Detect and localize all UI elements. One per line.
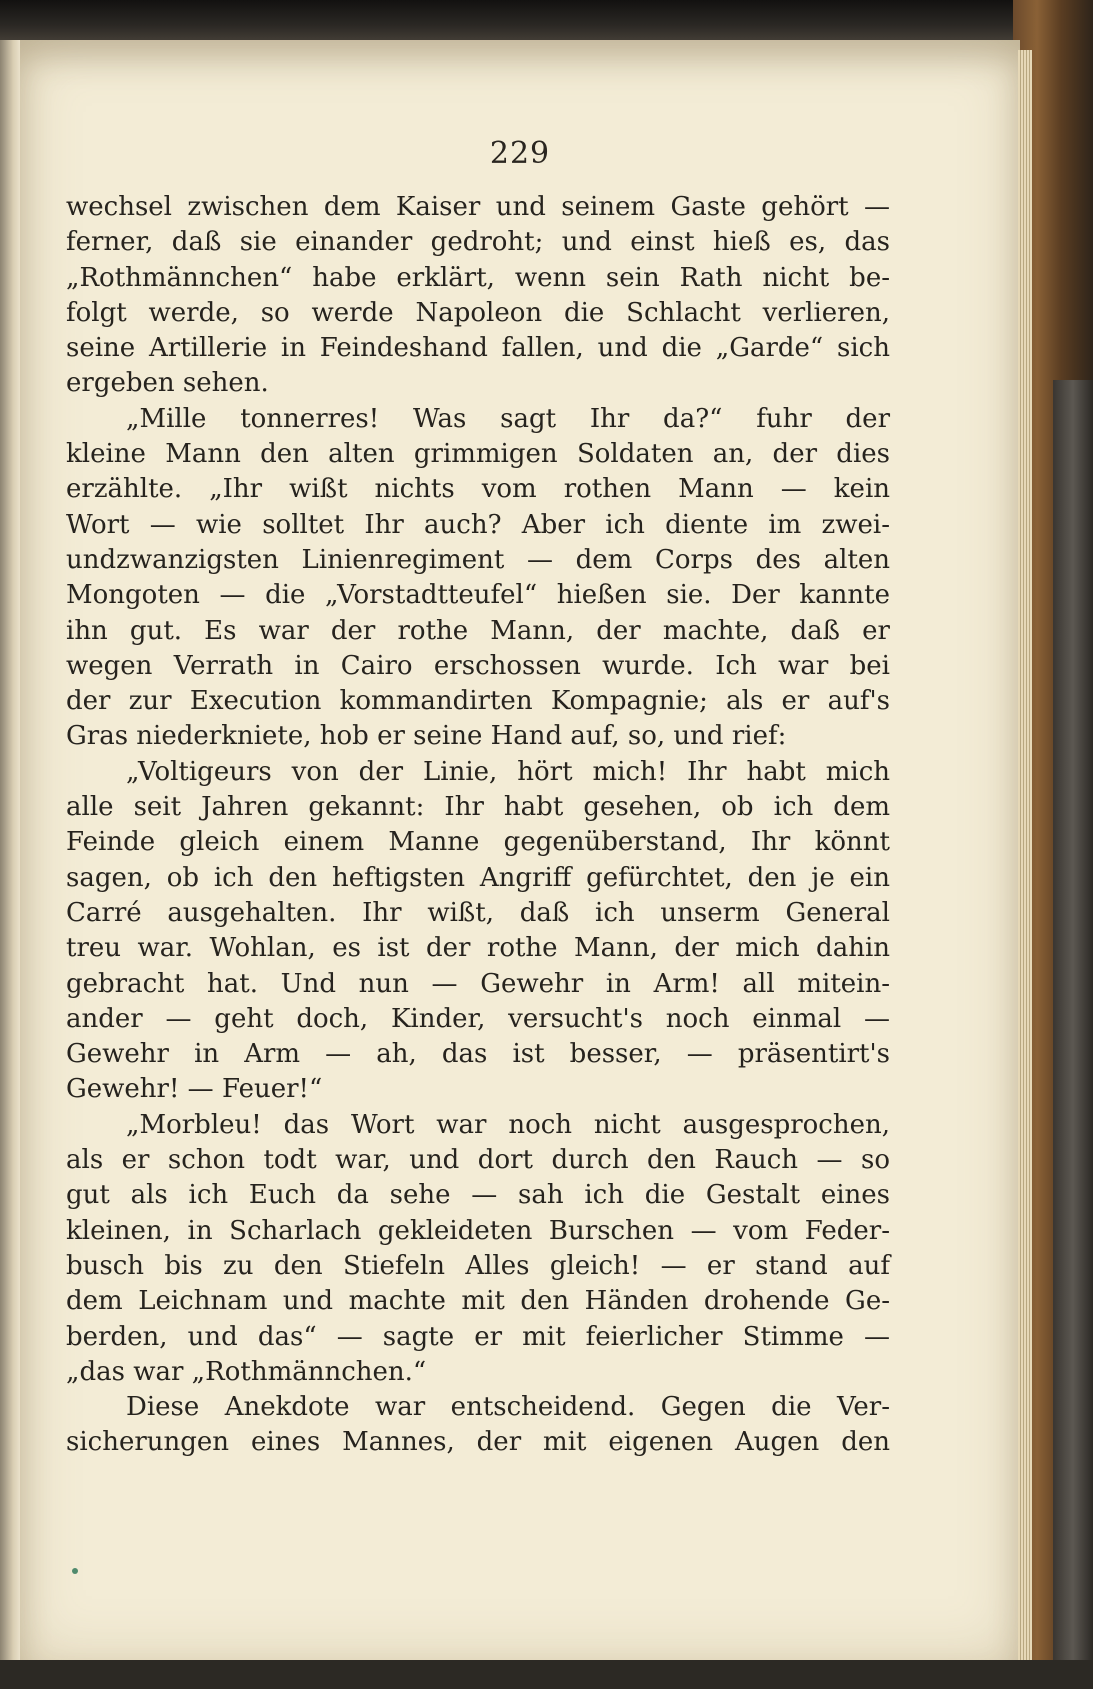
text-line: Gewehr in Arm — ah, das ist besser, — präsentirt's bbox=[66, 1039, 890, 1070]
text-line: erzählte. „Ihr wißt nichts vom rothen Mann — kein bbox=[66, 474, 890, 505]
page-number: 229 bbox=[489, 136, 551, 171]
text-line: Wort — wie solltet Ihr auch? Aber ich diente im zwei- bbox=[66, 509, 890, 540]
text-line: berden, und das“ — sagte er mit feierlicher Stimme — bbox=[66, 1321, 890, 1352]
text-line: „Morbleu! das Wort war noch nicht ausgesprochen, bbox=[126, 1109, 890, 1140]
text-line: gut als ich Euch da sehe — sah ich die Gestalt eines bbox=[66, 1180, 890, 1211]
text-line: kleinen, in Scharlach gekleideten Burschen — vom Feder- bbox=[66, 1215, 890, 1246]
text-line: „Rothmännchen“ habe erklärt, wenn sein Rath nicht be- bbox=[66, 262, 890, 293]
text-line: Gewehr! — Feuer!“ bbox=[66, 1074, 323, 1105]
previous-page-edge bbox=[0, 40, 22, 1689]
book-bottom-edge bbox=[0, 1660, 1093, 1689]
text-line: folgt werde, so werde Napoleon die Schlacht verlieren, bbox=[66, 297, 890, 328]
text-line: ander — geht doch, Kinder, versucht's noch einmal — bbox=[66, 1003, 890, 1034]
text-line: treu war. Wohlan, es ist der rothe Mann, der mich dahin bbox=[66, 933, 890, 964]
text-line: Diese Anekdote war entscheidend. Gegen die Ver- bbox=[126, 1392, 890, 1423]
text-line: der zur Execution kommandirten Kompagnie; als er auf's bbox=[66, 686, 890, 717]
text-line: kleine Mann den alten grimmigen Soldaten an, der dies bbox=[66, 439, 890, 470]
text-line: wegen Verrath in Cairo erschossen wurde. Ich war bei bbox=[66, 650, 890, 681]
page-stack-edge bbox=[1018, 50, 1032, 1660]
text-line: ferner, daß sie einander gedroht; und einst hieß es, das bbox=[66, 227, 890, 258]
text-line: dem Leichnam und machte mit den Händen drohende Ge- bbox=[66, 1286, 890, 1317]
text-line: „das war „Rothmännchen.“ bbox=[66, 1356, 427, 1387]
paper-stain bbox=[72, 1568, 78, 1574]
text-line: gebracht hat. Und nun — Gewehr in Arm! all mitein- bbox=[66, 968, 890, 999]
text-line: ihn gut. Es war der rothe Mann, der machte, daß er bbox=[66, 615, 890, 646]
text-line: als er schon todt war, und dort durch den Rauch — so bbox=[66, 1145, 890, 1176]
text-line: sicherungen eines Mannes, der mit eigenen Augen den bbox=[66, 1427, 890, 1458]
text-line: Gras niederkniete, hob er seine Hand auf, so, und rief: bbox=[66, 721, 787, 752]
text-line: alle seit Jahren gekannt: Ihr habt gesehen, ob ich dem bbox=[66, 792, 890, 823]
text-line: Feinde gleich einem Manne gegenüberstand, Ihr könnt bbox=[66, 827, 890, 858]
text-line: seine Artillerie in Feindeshand fallen, und die „Garde“ sich bbox=[66, 333, 890, 364]
text-line: Mongoten — die „Vorstadtteufel“ hießen sie. Der kannte bbox=[66, 580, 890, 611]
text-line: undzwanzigsten Linienregiment — dem Corps des alten bbox=[66, 544, 890, 575]
text-line: „Voltigeurs von der Linie, hört mich! Ihr habt mich bbox=[126, 756, 890, 787]
text-line: ergeben sehen. bbox=[66, 368, 269, 399]
text-line: wechsel zwischen dem Kaiser und seinem Gaste gehört — bbox=[66, 192, 890, 222]
page-text bbox=[66, 190, 890, 1461]
text-line: busch bis zu den Stiefeln Alles gleich! — er stand auf bbox=[66, 1250, 890, 1281]
book-page bbox=[20, 40, 1020, 1662]
text-line: „Mille tonnerres! Was sagt Ihr da?“ fuhr der bbox=[126, 403, 890, 434]
book-cover-spine bbox=[1053, 380, 1093, 1689]
text-line: Carré ausgehalten. Ihr wißt, daß ich unserm General bbox=[66, 897, 890, 928]
text-line: sagen, ob ich den heftigsten Angriff gefürchtet, den je ein bbox=[66, 862, 890, 893]
